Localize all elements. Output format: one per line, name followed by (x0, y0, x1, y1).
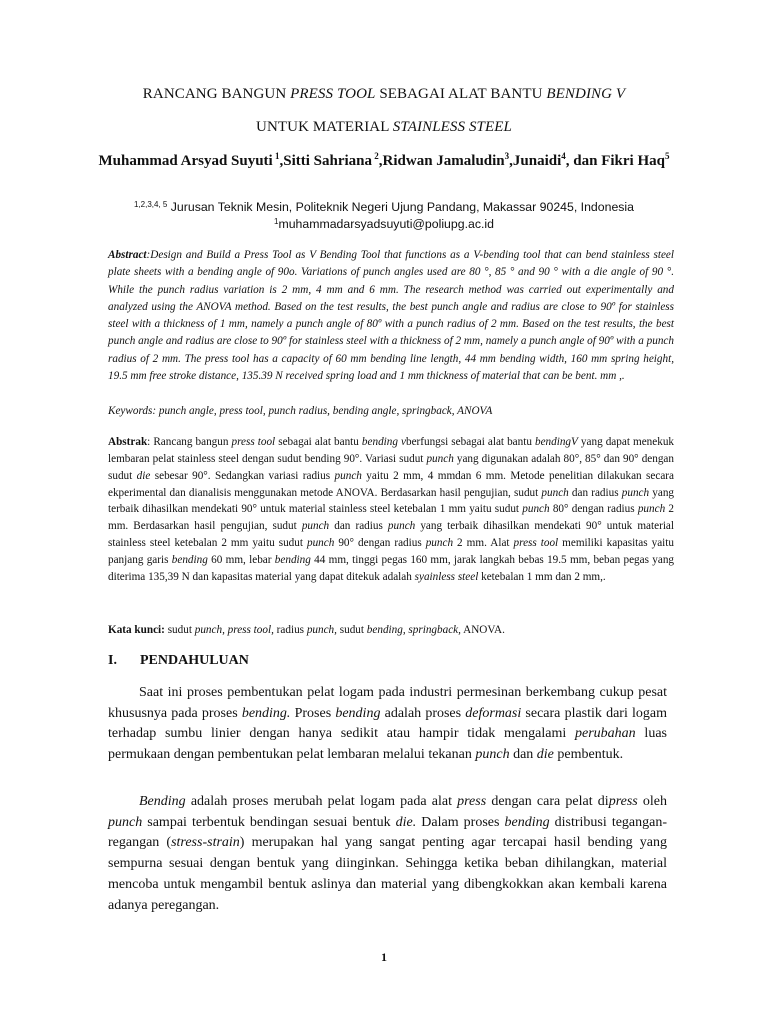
abstrak-text: 80° dengan radius (549, 503, 638, 516)
affiliation (95, 199, 673, 233)
keywords-indonesian (108, 624, 674, 636)
abstrak-text: sebesar 90°. Sedangkan variasi radius (150, 469, 335, 482)
abstrak-text: ketebalan 1 mm dan 2 mm,. (478, 570, 606, 583)
paragraph-text: pembentuk. (553, 747, 624, 763)
paragraph-text: Dalam proses (416, 814, 505, 830)
author-name: ,Junaidi (509, 153, 562, 169)
email-line (95, 216, 673, 233)
paragraph-text: adalah proses (380, 705, 466, 721)
abstrak-text: yang dapat menekuk lembaran pelat stainless steel dengan sudut bending 90°. Variasi sudut (108, 436, 675, 465)
abstrak-italic: bending (171, 553, 208, 566)
email-mark: 1 (274, 217, 279, 226)
abstrak-label: Abstrak (108, 436, 148, 448)
section-number: I. (108, 653, 117, 668)
abstrak-text: : Rancang bangun (147, 436, 232, 448)
abstrak-text: dan radius (329, 520, 388, 533)
paragraph-italic: Bending (139, 794, 186, 809)
paragraph-text: dengan cara pelat di (486, 794, 609, 809)
paragraph-text: luas permukaan dengan pembentukan pelat lembaran melalui tekanan (108, 726, 667, 763)
paragraph-text: oleh (637, 794, 668, 809)
author-affiliation-mark: 4 (561, 151, 566, 161)
paragraph-text: sampai terbentuk bendingan sesuai bentuk (142, 814, 396, 830)
abstrak-italic: punch (334, 469, 362, 482)
body-paragraph-2 (108, 792, 667, 916)
abstrak-text: yang terbaik dihasilkan mendekati 90° untuk material stainless steel ketebalan 1 mm yaitu sudut (108, 486, 675, 516)
keywords-text: radius (273, 624, 307, 636)
abstrak-italic: punch (301, 520, 330, 533)
paragraph-text: adalah proses merubah pelat logam pada alat (185, 794, 458, 809)
paragraph-italic: die. (395, 814, 417, 830)
abstrak-italic: punch (387, 520, 416, 533)
title-text: RANCANG BANGUN (142, 86, 291, 102)
abstract-english (108, 247, 674, 385)
abstrak-italic: punch (522, 503, 550, 516)
author-affiliation-mark: 2 (372, 151, 379, 161)
section-heading (108, 653, 249, 669)
author-affiliation-mark: 3 (504, 151, 510, 161)
paragraph-italic: punch (108, 814, 143, 830)
abstract-indonesian (108, 434, 674, 586)
abstract-label: Abstract (108, 249, 147, 261)
abstrak-text: 90° dengan radius (334, 537, 426, 550)
paragraph-italic: bending (504, 814, 550, 830)
keywords-italic: punch, press tool, (194, 624, 274, 636)
abstrak-text: yang terbaik dihasilkan mendekati 90° untuk material stainless steel ketebalan 2 mm yaitu sudut (108, 520, 675, 550)
paragraph-text: ) merupakan hal yang sangat penting agar tercapai hasil bending yang sempurna sesuai dengan bentuk yang diinginkan. Sehingga ketika beban dihilangkan, material mencoba untuk mengambil bentuk aslinya dan material yang dibengkokkan akan kembali karena adanya peregangan. (108, 835, 667, 913)
title-text: UNTUK MATERIAL (256, 119, 393, 135)
paragraph-italic: stress-strain (171, 835, 240, 851)
author-name: ,Ridwan Jamaludin (378, 153, 505, 169)
author-email: muhammadarsyadsuyuti@poliupg.ac.id (278, 217, 494, 231)
title-text: SEBAGAI ALAT BANTU (375, 86, 547, 102)
author-name: ,Sitti Sahriana (279, 153, 373, 169)
paragraph-italic: press (457, 794, 487, 809)
paragraph-text: dan (509, 747, 537, 763)
paragraph-text: secara plastik dari logam terhadap sumbu linier dengan hanya sedikit atau hampir tidak mengalami (108, 705, 667, 742)
paragraph-italic: perubahan (575, 726, 636, 742)
affiliation-mark: 1,2,3,4, 5 (134, 200, 168, 209)
paragraph-italic: press (608, 794, 638, 809)
abstrak-text: 2 mm. Alat (453, 537, 514, 550)
abstrak-text: yaitu 2 mm, 4 mmdan 6 mm. Metode penelitian dilakukan secara ekperimental dan dianalisis menggunakan metode ANOVA. Berdasarkan hasil pengujian, sudut (108, 469, 674, 499)
abstrak-italic: punch (621, 486, 650, 499)
body-paragraph-1 (108, 683, 667, 766)
abstrak-italic: die (136, 469, 151, 482)
abstrak-text: 2 mm. Berdasarkan hasil pengujian, sudut (108, 503, 674, 533)
abstrak-italic: punch (306, 537, 335, 550)
keywords-italic: bending, springback, (366, 624, 461, 636)
abstrak-italic: punch (425, 537, 454, 550)
keywords-text: ANOVA. (460, 624, 505, 636)
paragraph-text: Saat ini proses pembentukan pelat logam pada industri permesinan berkembang cukup pesat khususnya pada proses (108, 685, 667, 721)
author-list (95, 151, 673, 171)
author-affiliation-mark: 5 (664, 151, 670, 161)
affiliation-line (95, 199, 673, 216)
paragraph-italic: bending (335, 705, 381, 721)
abstrak-text: dan radius (568, 486, 622, 499)
abstrak-italic: bending v (361, 436, 406, 448)
section-title: PENDAHULUAN (140, 653, 249, 668)
paper-title-line-2 (60, 119, 708, 136)
keywords-label: Kata kunci: (108, 624, 165, 636)
keywords-english: Keywords: punch angle, press tool, punch radius, bending angle, springback, ANOVA (108, 405, 493, 417)
paragraph-text: Proses (290, 705, 336, 721)
abstrak-text: yang digunakan adalah 80°, 85° dan 90° dengan sudut (108, 452, 674, 482)
author-name: , dan Fikri Haq (565, 153, 665, 169)
abstrak-text: 60 mm, lebar (207, 553, 275, 566)
abstrak-italic: bending (274, 553, 311, 566)
abstrak-italic: bendingV (534, 436, 578, 448)
abstrak-italic: press tool (231, 436, 276, 448)
abstrak-italic: punch (426, 452, 454, 465)
abstrak-text: sebagai alat bantu (275, 436, 362, 448)
abstrak-text: berfungsi sebagai alat bantu (405, 436, 535, 448)
paragraph-italic: bending. (241, 705, 291, 721)
abstract-text: :Design and Build a Press Tool as V Bending Tool that functions as a V-bending tool that can bend stainless steel plate sheets with a bending angle of 90o. Variations of punch angles used are 80 °, 85 ° and 90 ° with a die angle of 90 °. While the punch radius variation is 2 mm, 4 mm and 6 mm. The research method was carried out experimentally and analyzed using the ANOVA method. Based on the test results, the best punch angle and radius are close to 90º for stainless steel with a thickness of 1 mm, namely a punch angle of 80º with a punch radius of 2 mm. Based on the test results, the best punch angle and radius are close to 90º for stainless steel with a thickness of 2 mm, namely a punch angle of 90º with a punch radius of 2 mm. The press tool has a capacity of 60 mm bending line length, 44 mm bending width, 160 mm spring height, 19.5 mm free stroke distance, 135.39 N received spring load and 1 mm thickness of material that can be bent. mm ,. (108, 249, 674, 383)
author-name: Muhammad Arsyad Suyuti (98, 153, 273, 169)
abstrak-italic: press tool (513, 537, 559, 550)
paragraph-italic: punch (475, 747, 510, 763)
title-italic: STAINLESS STEEL (392, 119, 512, 135)
keywords-italic: punch, (306, 624, 337, 636)
title-italic: BENDING V (546, 86, 626, 102)
abstrak-italic: punch (637, 503, 666, 516)
affiliation-text: Jurusan Teknik Mesin, Politeknik Negeri Ujung Pandang, Makassar 90245, Indonesia (167, 200, 634, 214)
paragraph-italic: die (536, 747, 554, 763)
abstrak-italic: punch (541, 486, 569, 499)
paragraph-text: distribusi tegangan-regangan ( (108, 814, 668, 851)
title-italic: PRESS TOOL (290, 86, 376, 102)
paper-title-line-1 (60, 86, 708, 103)
page-number: 1 (381, 950, 387, 964)
abstrak-text: memiliki kapasitas yaitu panjang garis (108, 537, 674, 566)
keywords-text: sudut (164, 624, 195, 636)
abstrak-text: 44 mm, tinggi pegas 160 mm, jarak langkah bebas 19.5 mm, beban pegas yang diterima 135,39 N dan kapasitas material yang dapat ditekuk adalah (108, 553, 675, 583)
author-affiliation-mark: 1 (272, 151, 280, 161)
abstrak-italic: syainless steel (414, 570, 479, 583)
keywords-text: sudut (336, 624, 367, 636)
paragraph-italic: deformasi (465, 705, 522, 721)
